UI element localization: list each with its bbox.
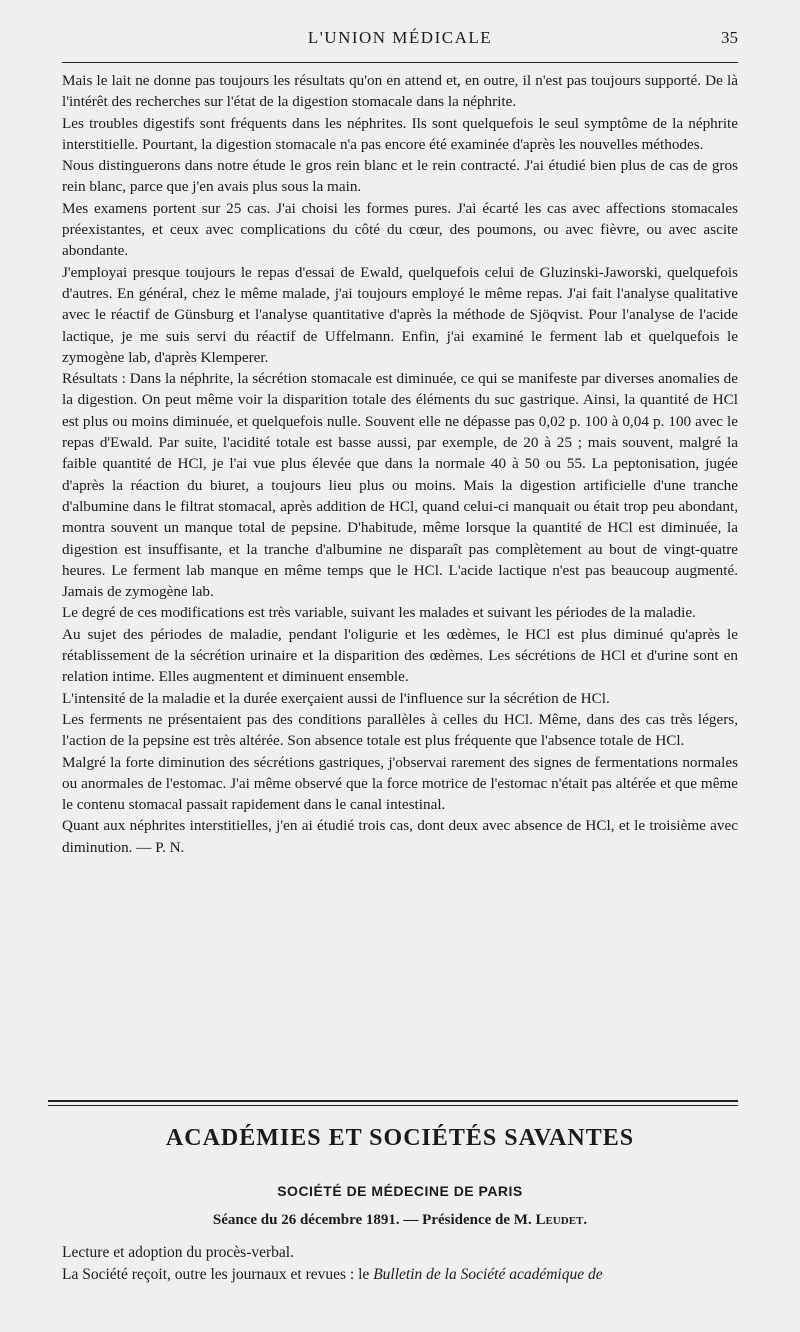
paragraph: Au sujet des périodes de maladie, pendant l'oligurie et les œdèmes, le HCl est plus diminué qu'après le rétablissement de la sécrétion urinaire et la disparition des œdèmes. Les sécrétions de HCl et d'urine sont en relation intime. Elles augmentent et diminuent ensemble.	[62, 625, 738, 686]
paragraph: Quant aux néphrites interstitielles, j'en ai étudié trois cas, dont deux avec absence de HCl, et le troisième avec diminution. — P. N.	[62, 817, 738, 856]
paragraph: J'employai presque toujours le repas d'essai de Ewald, quelquefois celui de Gluzinski-Jaworski, quelquefois d'autres. En général, chez le même malade, j'ai toujours employé le même repas. J'ai fait l'analyse qualitative avec le réactif de Günsburg et l'analyse quantitative d'après la méthode de Sjöqvist. Pour l'analyse de l'acide lactique, je me suis servi du réactif de Uffelmann. Enfin, j'ai examiné le ferment lab et quelquefois le zymogène lab, d'après Klemperer.	[62, 263, 738, 366]
paragraph: L'intensité de la maladie et la durée exerçaient aussi de l'influence sur la sécrétion de HCl.	[62, 689, 610, 707]
society-heading: SOCIÉTÉ DE MÉDECINE DE PARIS	[277, 1183, 523, 1199]
paragraph: Mais le lait ne donne pas toujours les résultats qu'on en attend et, en outre, il n'est pas toujours supporté. De là l'intérêt des recherches sur l'état de la digestion stomacale dans la néphrite.	[62, 72, 738, 111]
minutes-text: La Société reçoit, outre les journaux et revues : le	[62, 1266, 370, 1283]
minutes-line	[62, 1264, 738, 1286]
running-header	[62, 28, 738, 58]
section-divider-thin	[48, 1105, 738, 1106]
paragraph: Les troubles digestifs sont fréquents dans les néphrites. Ils sont quelquefois le seul symptôme de la néphrite interstitielle. Pourtant, la digestion stomacale n'a pas encore été examinée d'après les nouvelles méthodes.	[62, 114, 738, 153]
paragraph: Nous distinguerons dans notre étude le gros rein blanc et le rein contracté. J'ai étudié bien plus de cas de gros rein blanc, parce que j'en avais plus sous la main.	[62, 157, 738, 196]
article-body	[62, 70, 738, 858]
president-name: Leudet.	[535, 1212, 588, 1228]
session-minutes	[62, 1242, 738, 1286]
header-rule	[62, 62, 738, 63]
paragraph: Les ferments ne présentaient pas des conditions parallèles à celles du HCl. Même, dans des cas très légers, l'action de la pepsine est très altérée. Son absence totale est plus fréquente que l'absence totale de HCl.	[62, 710, 738, 750]
session-text: Séance du 26 décembre 1891. — Présidence de M.	[212, 1212, 532, 1228]
paragraph: Résultats : Dans la néphrite, la sécrétion stomacale est diminuée, ce qui se manifeste par diverses anomalies de la digestion. On peut même voir la disparition totale des éléments du suc gastrique. Ainsi, la quantité de HCl est plus ou moins diminuée, et quelquefois nulle. Souvent elle ne dépasse pas 0,02 p. 100 à 0,04 p. 100 avec le repas d'Ewald. Par suite, l'acidité totale est basse aussi, par exemple, de 20 à 25 ; mais souvent, malgré la faible quantité de HCl, je l'ai vue plus élevée que dans la normale 40 à 50 ou 55. La peptonisation, jugée d'après la réaction du biuret, a toujours lieu plus ou moins. Mais la digestion artificielle d'une tranche d'albumine dans le filtrat stomacal, après addition de HCl, quand celui-ci manquait ou était trop peu abondant, montra souvent un manque total de pepsine. D'habitude, même lorsque la quantité de HCl est diminuée, la digestion est insuffisante, et la tranche d'albumine ne disparaît pas complètement au bout de vingt-quatre heures. Le ferment lab manque en même temps que le HCl. L'acide lactique n'est pas beaucoup augmenté. Jamais de zymogène lab.	[62, 370, 738, 601]
minutes-line: Lecture et adoption du procès-verbal.	[62, 1244, 294, 1261]
page-number: 35	[721, 28, 738, 47]
section-divider-thick	[48, 1100, 738, 1102]
section-title: ACADÉMIES ET SOCIÉTÉS SAVANTES	[165, 1125, 635, 1151]
paragraph: Le degré de ces modifications est très variable, suivant les malades et suivant les périodes de la maladie.	[62, 604, 696, 622]
paragraph: Mes examens portent sur 25 cas. J'ai choisi les formes pures. J'ai écarté les cas avec affections stomacales préexistantes, et ceux avec complications du côté du cœur, des poumons, ou avec fièvre, ou avec ascite abondante.	[62, 199, 738, 260]
session-line	[0, 1212, 800, 1229]
running-title: L'UNION MÉDICALE	[307, 28, 493, 47]
paragraph: Malgré la forte diminution des sécrétions gastriques, j'observai rarement des signes de fermentations normales ou anormales de l'estomac. J'ai même observé que la force motrice de l'estomac n'était pas altérée et que même le contenu stomacal passait rapidement dans le canal intestinal.	[62, 753, 738, 814]
bulletin-title: Bulletin de la Société académique de	[373, 1266, 603, 1283]
